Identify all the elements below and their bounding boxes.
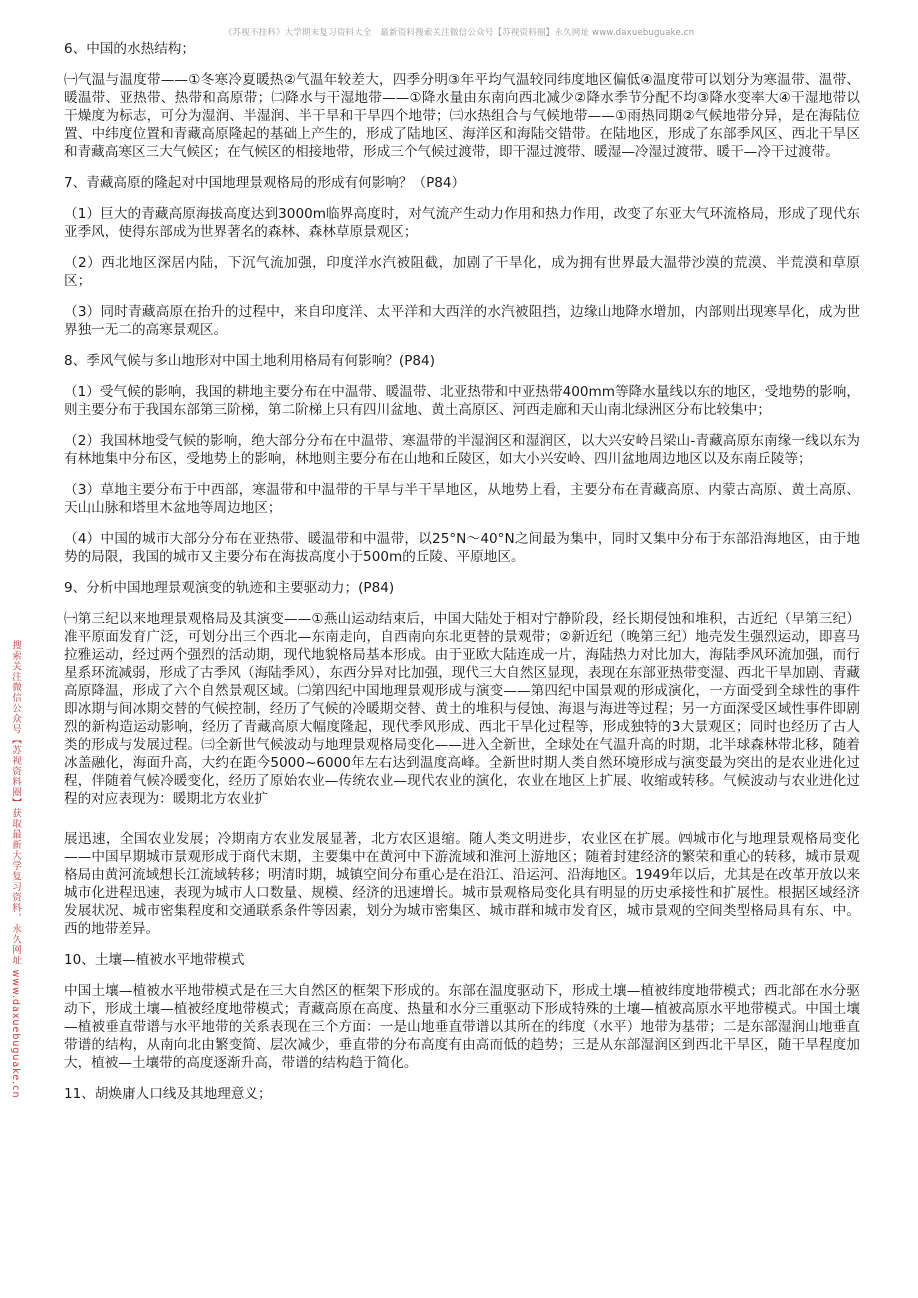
paragraph-8-4: （4）中国的城市大部分分布在亚热带、暖温带和中温带，以25°N～40°N之间最为集中，同时又集中分布于东部沿海地区，由于地势的局限，我国的城市又主要分布在海拔高度小于500m的丘陵、平原地区。 [64,531,860,565]
paragraph-8-2: （2）我国林地受气候的影响，绝大部分分布在中温带、寒温带的半湿润区和湿润区，以大兴安岭吕梁山-青藏高原东南缘一线以东为有林地集中分布区，受地势上的影响，林地则主要分布在山地和丘陵区，如大小兴安岭、四川盆地周边地区以及东南丘陵等； [64,433,860,467]
heading-8: 8、季风气候与多山地形对中国土地利用格局有何影响？(P84) [64,353,435,369]
paragraph-10: 中国土壤—植被水平地带模式是在三大自然区的框架下形成的。东部在温度驱动下，形成土壤—植被纬度地带模式；西北部在水分驱动下，形成土壤—植被经度地带模式；青藏高原在高度、热量和水分三重驱动下形成特殊的土壤—植被高原水平地带模式。中国土壤—植被垂直带谱与水平地带的关系表现在三个方面：一是山地垂直带谱以其所在的纬度（水平）地带为基带；二是东部湿润山地垂直带谱的结构，从南向北由繁变简、层次减少，垂直带的分布高度有由高而低的趋势；三是从东部湿润区到西北干旱区，随干旱程度加大，植被—土壤带的高度逐渐升高，带谱的结构趋于简化。 [64,983,860,1071]
heading-6: 6、中国的水热结构； [64,41,195,57]
heading-7: 7、青藏高原的隆起对中国地理景观格局的形成有何影响？（P84） [64,175,466,191]
paragraph-7-3: （3）同时青藏高原在抬升的过程中，来自印度洋、太平洋和大西洋的水汽被阻挡，边缘山地降水增加，内部则出现寒旱化，成为世界独一无二的高寒景观区。 [64,304,860,338]
heading-11: 11、胡焕庸人口线及其地理意义； [64,1086,272,1102]
paragraph-9-part2: 展迅速，全国农业发展；冷期南方农业发展显著，北方农区退缩。随人类文明进步，农业区在扩展。㈣城市化与地理景观格局变化——中国早期城市景观形成于商代末期，主要集中在黄河中下游流域和淮河上游地区；随着封建经济的繁荣和重心的转移，城市景观格局由黄河流域想长江流域转移；明清时期，城镇空间分布重心是在沿江、沿运河、沿海地区。1949年以后，尤其是在改革开放以来城市化进程迅速，表现为城市人口数量、规模、经济的迅速增长。城市景观格局变化具有明显的历史承接性和扩展性。根据区域经济发展状况、城市密集程度和交通联系条件等因素，划分为城市密集区、城市群和城市发育区，城市景观的空间类型格局具有东、中。西的地带差异。 [64,831,860,937]
page-header-watermark: 《苏视不挂科》大学期末复习资料大全 最新资料搜索关注微信公众号【苏视资料圈】永久网址 www.daxuebuguake.cn [223,28,695,38]
document-body [64,40,860,1116]
side-promo-text: 搜索关注微信公众号【苏视资料圈】获取最新大学复习资料，永久网址 www.daxuebuguake.cn [10,640,21,1099]
paragraph-8-3: （3）草地主要分布于中西部，寒温带和中温带的干旱与半干旱地区，从地势上看，主要分布在青藏高原、内蒙古高原、黄土高原、天山山脉和塔里木盆地等周边地区； [64,482,860,516]
paragraph-6-answer: ㈠气温与温度带——①冬寒冷夏暖热②气温年较差大，四季分明③年平均气温较同纬度地区偏低④温度带可以划分为寒温带、温带、暖温带、亚热带、热带和高原带；㈡降水与干湿地带——①降水量由东南向西北减少②降水季节分配不均③降水变率大④干湿地带以干燥度为标志，可分为湿润、半湿润、半干旱和干旱四个地带；㈢水热组合与气候地带——①雨热同期②气候地带分异，是在海陆位置、中纬度位置和青藏高原隆起的基础上产生的，形成了陆地区、海洋区和海陆交错带。在陆地区，形成了东部季风区、西北干旱区和青藏高寒区三大气候区；在气候区的相接地带，形成三个气候过渡带，即干湿过渡带、暖湿—冷湿过渡带、暖干—冷干过渡带。 [64,72,860,160]
paragraph-8-1: （1）受气候的影响，我国的耕地主要分布在中温带、暖温带、北亚热带和中亚热带400mm等降水量线以东的地区，受地势的影响，则主要分布于我国东部第三阶梯，第二阶梯上只有四川盆地、黄土高原区、河西走廊和天山南北绿洲区分布比较集中； [64,384,860,418]
paragraph-7-2: （2）西北地区深居内陆，下沉气流加强，印度洋水汽被阻截，加剧了干旱化，成为拥有世界最大温带沙漠的荒漠、半荒漠和草原区； [64,255,860,289]
paragraph-7-1: （1）巨大的青藏高原海拔高度达到3000m临界高度时，对气流产生动力作用和热力作用，改变了东亚大气环流格局，形成了现代东亚季风，使得东部成为世界著名的森林、森林草原景观区； [64,206,860,240]
paragraph-9-part1: ㈠第三纪以来地理景观格局及其演变——①燕山运动结束后，中国大陆处于相对宁静阶段，经长期侵蚀和堆积，古近纪（早第三纪）准平原面发育广泛，可划分出三个西北—东南走向，自西南向东北更替的景观带；②新近纪（晚第三纪）地壳发生强烈运动，即喜马拉雅运动，经过两个强烈的活动期，现代地貌格局基本形成。由于亚欧大陆连成一片，海陆热力对比加大，海陆季风环流加强，而行星系环流减弱，形成了古季风（海陆季风），东西分异对比加强，现代三大自然区显现，表现在东部亚热带变湿、西北干旱加剧、青藏高原降温，形成了六个自然景观区域。㈡第四纪中国地理景观形成与演变——第四纪中国景观的形成演化，一方面受到全球性的事件即冰期与间冰期交替的气候控制，经历了气候的冷暖期交替、黄土的堆积与侵蚀、海退与海进等过程；另一方面深受区域性事件即剧烈的新构造运动影响，经历了青藏高原大幅度隆起，现代季风形成、西北干旱化过程等，形成独特的3大景观区；同时也经历了古人类的形成与发展过程。㈢全新世气候波动与地理景观格局变化——进入全新世，全球处在气温升高的时期，北半球森林带北移，随着冰盖融化，海面升高，大约在距今5000~6000年左右达到温度高峰。全新世时期人类自然环境形成与演变最为突出的是农业进化过程，伴随着气候冷暖变化，经历了原始农业—传统农业—现代农业的演化，农业在地区上扩展、收缩或转移。气候波动与农业进化过程的对应表现为：暖期北方农业扩 [64,611,860,807]
heading-9: 9、分析中国地理景观演变的轨迹和主要驱动力；(P84) [64,580,395,596]
heading-10: 10、土壤—植被水平地带模式 [64,952,245,968]
